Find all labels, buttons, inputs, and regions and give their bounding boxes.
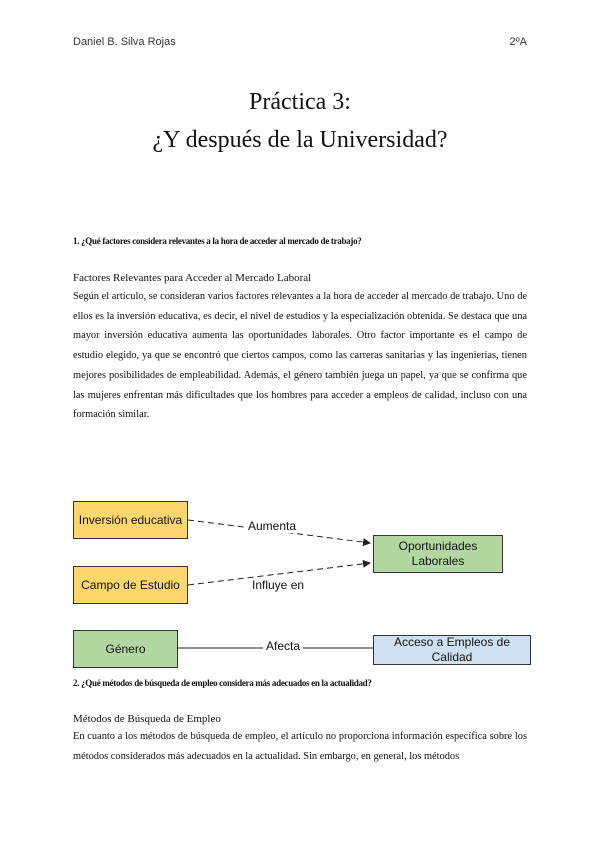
edge-influye-label: Influye en <box>249 578 307 592</box>
node-oportunidades-laborales: Oportunidades Laborales <box>373 535 503 573</box>
question-1: 1. ¿Qué factores considera relevantes a la hora de acceder al mercado de trabajo? <box>73 236 362 246</box>
section-2-subtitle: Métodos de Búsqueda de Empleo <box>73 713 221 725</box>
question-2: 2. ¿Qué métodos de búsqueda de empleo considera más adecuados en la actualidad? <box>73 678 372 688</box>
edge-aumenta-label: Aumenta <box>245 519 299 533</box>
page-subtitle: ¿Y después de la Universidad? <box>152 127 448 153</box>
node-inversion-educativa: Inversión educativa <box>73 501 188 539</box>
section-2-paragraph: En cuanto a los métodos de búsqueda de empleo, el artículo no proporciona información específica sobre los métodos considerados más adecuados en la actualidad. Sin embargo, en general, los métodos <box>73 731 527 762</box>
page-title: Práctica 3: <box>249 89 351 115</box>
edge-afecta-label: Afecta <box>263 639 303 653</box>
section-1-paragraph: Según el artículo, se consideran varios factores relevantes a la hora de acceder al mercado de trabajo. Uno de ellos es la inversión educativa, es decir, el nivel de estudios y la especialización obtenida. Se destaca que una mayor inversión educativa aumenta las oportunidades laborales. Otro factor importante es el campo de estudio elegido, ya que se encontró que ciertos campos, como las carreras sanitarias y las ingenierías, tienen mejores posibilidades de empleabilidad. Además, el género también juega un papel, ya que se confirma que las mujeres enfrentan más dificultades que los hombres para acceder a empleos de calidad, incluso con una formación similar. <box>73 291 527 421</box>
header-author: Daniel B. Silva Rojas <box>73 36 176 48</box>
node-campo-estudio: Campo de Estudio <box>73 566 188 604</box>
node-acceso-empleos: Acceso a Empleos de Calidad <box>373 635 531 665</box>
section-1-subtitle: Factores Relevantes para Acceder al Mercado Laboral <box>73 272 312 284</box>
node-genero: Género <box>73 630 178 668</box>
header-grade: 2ºA <box>509 36 527 48</box>
